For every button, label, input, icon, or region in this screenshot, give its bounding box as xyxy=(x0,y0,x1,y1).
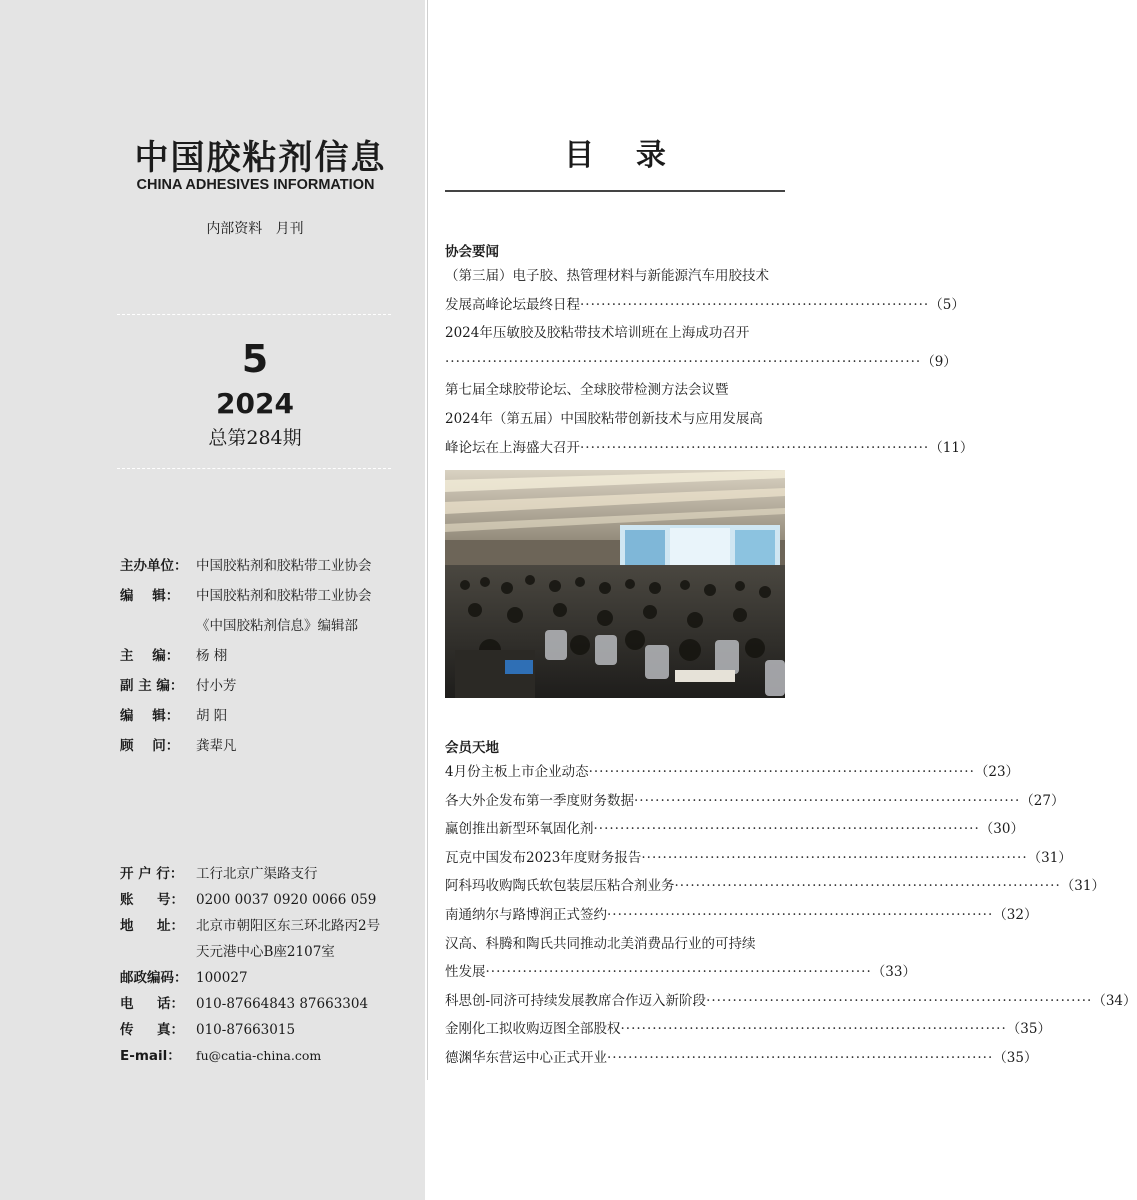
toc-entry[interactable] xyxy=(445,262,785,291)
info-value: fu@catia-china.com xyxy=(196,1048,322,1063)
toc-leader-dots: ········································································· xyxy=(674,878,1061,895)
info-label: 编 辑： xyxy=(120,708,180,724)
toc-entry-title: 汉高、科腾和陶氏共同推动北美消费品行业的可持续 xyxy=(445,935,756,952)
toc-leader-dots: ········································································· xyxy=(485,964,872,981)
info-label: 编 辑： xyxy=(120,588,180,604)
info-value: 工行北京广渠路支行 xyxy=(196,866,318,882)
toc-entry-page: （33） xyxy=(871,964,916,981)
info-value: 中国胶粘剂和胶粘带工业协会 xyxy=(196,588,372,604)
toc-entry-title: 第七届全球胶带论坛、全球胶带检测方法会议暨 xyxy=(445,382,729,399)
info-row xyxy=(120,701,372,731)
info-label: 邮政编码： xyxy=(120,970,188,986)
info-label: 顾 问： xyxy=(120,738,180,754)
toc-entry[interactable] xyxy=(445,348,957,377)
toc-entry-title: 瓦克中国发布2023年度财务报告 xyxy=(445,849,642,866)
issue-year: 2024 xyxy=(216,387,294,420)
toc-entry[interactable] xyxy=(445,319,785,348)
info-label xyxy=(120,611,196,641)
toc-entry-title: 性发展 xyxy=(445,964,486,981)
info-row xyxy=(120,965,380,991)
info-row xyxy=(120,913,380,939)
info-row xyxy=(120,1043,380,1069)
toc-entry-title: 4月份主板上市企业动态 xyxy=(445,764,589,780)
toc-leader-dots: ········································································· xyxy=(593,821,980,838)
info-label: 主 编： xyxy=(120,648,180,664)
toc-entry-title: 金刚化工拟收购迈图全部股权 xyxy=(445,1021,621,1038)
info-row xyxy=(120,641,372,671)
info-value: 中国胶粘剂和胶粘带工业协会 xyxy=(196,558,372,574)
toc-entry-title: 阿科玛收购陶氏软包装层压粘合剂业务 xyxy=(445,878,675,895)
toc-entry[interactable] xyxy=(445,376,785,405)
toc-entry-page: （31） xyxy=(1027,849,1072,866)
toc-entry[interactable] xyxy=(445,930,785,959)
issue-number: 5 xyxy=(241,337,269,381)
toc-entry[interactable] xyxy=(445,844,1072,873)
toc-leader-dots: ·································································· xyxy=(580,439,930,456)
toc-title: 目 录 xyxy=(564,138,666,173)
toc-leader-dots: ·························································································· xyxy=(445,353,922,370)
toc-entry[interactable] xyxy=(445,758,1020,787)
info-row xyxy=(120,551,372,581)
info-label xyxy=(120,939,196,965)
info-value: 010-87663015 xyxy=(196,1022,296,1038)
toc-entry[interactable] xyxy=(445,291,965,320)
toc-entry-title: （第三届）电子胶、热管理材料与新能源汽车用胶技术 xyxy=(445,268,769,284)
toc-entry-page: （5） xyxy=(929,296,965,313)
toc-entry[interactable] xyxy=(445,405,785,434)
info-label: 开 户 行： xyxy=(120,866,184,882)
info-label: 地 址： xyxy=(120,918,184,934)
column-divider xyxy=(427,0,428,1080)
toc-section-list xyxy=(445,758,1137,1073)
toc-entry[interactable] xyxy=(445,901,1038,930)
toc-entry-title: 峰论坛在上海盛大召开 xyxy=(445,439,580,456)
toc-leader-dots: ········································································· xyxy=(620,1021,1007,1038)
info-label: E-mail： xyxy=(120,1048,181,1064)
magazine-subtitle: 内部资料 月刊 xyxy=(206,221,304,237)
toc-entry-page: （35） xyxy=(1006,1021,1051,1038)
toc-entry-title: 各大外企发布第一季度财务数据 xyxy=(445,792,634,809)
info-row xyxy=(120,581,372,611)
toc-entry-page: （34） xyxy=(1092,992,1137,1009)
info-value: 杨 栩 xyxy=(196,648,228,664)
toc-entry[interactable] xyxy=(445,434,974,463)
info-value: 北京市朝阳区东三环北路丙2号 xyxy=(196,918,381,934)
info-row xyxy=(120,731,372,761)
toc-entry-title: 科思创-同济可持续发展教席合作迈入新阶段 xyxy=(445,992,707,1009)
conference-photo-image xyxy=(445,470,785,698)
toc-entry-page: （30） xyxy=(979,821,1024,838)
dashed-divider xyxy=(117,314,391,315)
toc-leader-dots: ·································································· xyxy=(580,296,930,313)
toc-leader-dots: ········································································· xyxy=(607,1049,994,1066)
info-label: 副 主 编： xyxy=(120,678,184,694)
toc-entry-title: 2024年（第五届）中国胶粘带创新技术与应用发展高 xyxy=(445,410,763,427)
info-value: 龚辈凡 xyxy=(196,738,237,754)
info-label: 传 真： xyxy=(120,1022,184,1038)
toc-leader-dots: ········································································· xyxy=(607,906,994,923)
toc-section-heading: 协会要闻 xyxy=(445,244,499,260)
toc-entry-page: （32） xyxy=(993,906,1038,923)
toc-entry-title: 2024年压敏胶及胶粘带技术培训班在上海成功召开 xyxy=(445,325,750,342)
dashed-divider xyxy=(117,468,391,469)
info-label: 账 号： xyxy=(120,892,184,908)
info-row xyxy=(120,887,380,913)
info-value: 胡 阳 xyxy=(196,708,228,724)
info-label: 主办单位： xyxy=(120,558,188,574)
info-row xyxy=(120,671,372,701)
info-value: 付小芳 xyxy=(196,678,237,694)
info-value: 010-87664843 87663304 xyxy=(196,996,369,1012)
toc-entry[interactable] xyxy=(445,787,1065,816)
toc-entry[interactable] xyxy=(445,987,1137,1016)
info-row xyxy=(120,991,380,1017)
magazine-title-english: CHINA ADHESIVES INFORMATION xyxy=(136,177,375,193)
toc-entry[interactable] xyxy=(445,1044,1038,1073)
toc-entry-page: （9） xyxy=(921,353,957,370)
toc-section-list xyxy=(445,262,974,462)
info-row xyxy=(120,861,380,887)
info-value: 天元港中心B座2107室 xyxy=(196,944,335,960)
toc-leader-dots: ········································································· xyxy=(641,849,1028,866)
toc-entry-page: （11） xyxy=(929,439,974,456)
toc-leader-dots: ········································································· xyxy=(634,792,1021,809)
toc-entry[interactable] xyxy=(445,815,1024,844)
editorial-info xyxy=(120,551,372,761)
toc-entry-page: （35） xyxy=(993,1049,1038,1066)
toc-title-rule xyxy=(445,190,785,192)
info-value: 《中国胶粘剂信息》编辑部 xyxy=(196,618,358,634)
toc-entry[interactable] xyxy=(445,958,916,987)
info-label: 电 话： xyxy=(120,996,184,1012)
magazine-title: 中国胶粘剂信息 xyxy=(134,138,387,178)
info-row xyxy=(120,939,380,965)
toc-entry-page: （23） xyxy=(974,764,1020,780)
info-row xyxy=(120,611,372,641)
info-row xyxy=(120,1017,380,1043)
info-value: 100027 xyxy=(196,970,248,986)
toc-entry-title: 赢创推出新型环氧固化剂 xyxy=(445,821,594,838)
toc-leader-dots: ········································································· xyxy=(588,764,975,780)
conference-photo xyxy=(445,470,785,698)
toc-entry[interactable] xyxy=(445,872,1105,901)
toc-section-heading: 会员天地 xyxy=(445,740,499,756)
toc-entry-title: 南通纳尔与路博润正式签约 xyxy=(445,906,607,923)
contact-info xyxy=(120,861,380,1069)
toc-entry-page: （31） xyxy=(1060,878,1105,895)
total-issue: 总第284期 xyxy=(208,427,302,449)
toc-entry-page: （27） xyxy=(1020,792,1065,809)
toc-entry[interactable] xyxy=(445,1015,1051,1044)
toc-entry-title: 发展高峰论坛最终日程 xyxy=(445,296,580,313)
toc-entry-title: 德渊华东营运中心正式开业 xyxy=(445,1049,607,1066)
info-value: 0200 0037 0920 0066 059 xyxy=(196,892,377,908)
toc-leader-dots: ········································································· xyxy=(706,992,1093,1009)
